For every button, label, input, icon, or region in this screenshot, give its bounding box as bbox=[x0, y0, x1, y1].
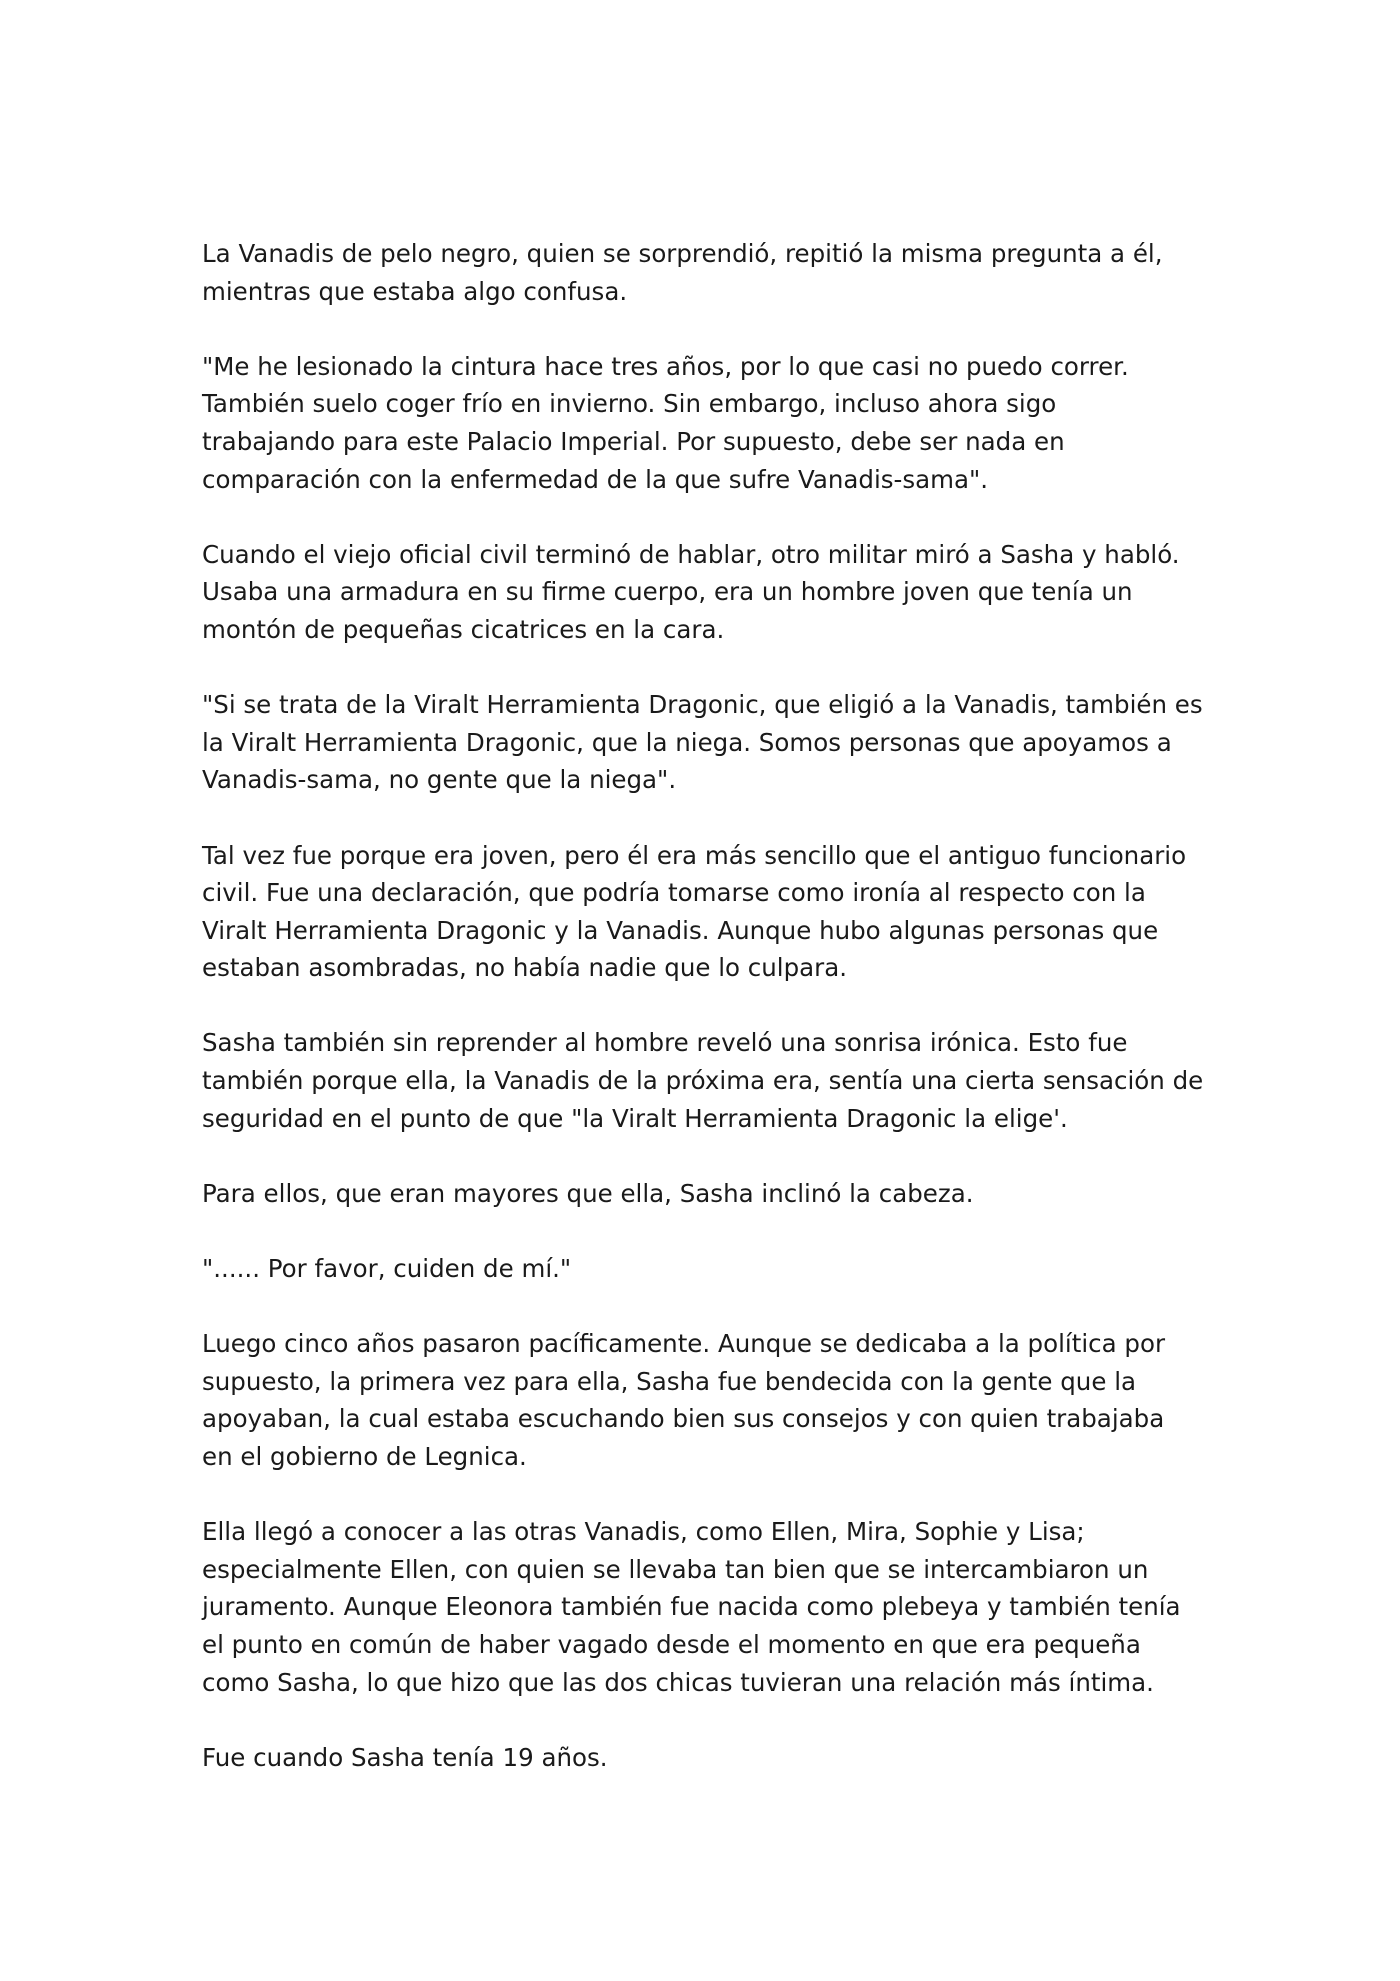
text-line: montón de pequeñas cicatrices en la cara. bbox=[202, 614, 725, 644]
text-line: "Me he lesionado la cintura hace tres años, por lo que casi no puedo correr. bbox=[202, 351, 1129, 381]
text-line: también porque ella, la Vanadis de la próxima era, sentía una cierta sensación de bbox=[202, 1066, 1204, 1096]
text-line: apoyaban, la cual estaba escuchando bien sus consejos y con quien trabajaba bbox=[202, 1404, 1165, 1434]
text-line: Para ellos, que eran mayores que ella, Sasha inclinó la cabeza. bbox=[202, 1178, 974, 1208]
document-body bbox=[202, 235, 1212, 1814]
paragraph bbox=[202, 837, 1212, 987]
paragraph bbox=[202, 686, 1212, 799]
paragraph bbox=[202, 348, 1212, 498]
paragraph bbox=[202, 235, 1212, 310]
text-line: juramento. Aunque Eleonora también fue nacida como plebeya y también tenía bbox=[202, 1592, 1181, 1622]
paragraph bbox=[202, 1325, 1212, 1475]
text-line: el punto en común de haber vagado desde el momento en que era pequeña bbox=[202, 1629, 1141, 1659]
text-line: supuesto, la primera vez para ella, Sasha fue bendecida con la gente que la bbox=[202, 1366, 1137, 1396]
text-line: Fue cuando Sasha tenía 19 años. bbox=[202, 1742, 608, 1772]
text-line: Ella llegó a conocer a las otras Vanadis, como Ellen, Mira, Sophie y Lisa; bbox=[202, 1517, 1085, 1547]
paragraph bbox=[202, 1024, 1212, 1137]
text-line: civil. Fue una declaración, que podría tomarse como ironía al respecto con la bbox=[202, 878, 1146, 908]
text-line: mientras que estaba algo confusa. bbox=[202, 276, 628, 306]
text-line: Vanadis-sama, no gente que la niega". bbox=[202, 765, 677, 795]
text-line: como Sasha, lo que hizo que las dos chicas tuvieran una relación más íntima. bbox=[202, 1667, 1154, 1697]
text-line: seguridad en el punto de que "la Viralt Herramienta Dragonic la elige'. bbox=[202, 1103, 1068, 1133]
paragraph bbox=[202, 536, 1212, 649]
paragraph bbox=[202, 1513, 1212, 1701]
text-line: comparación con la enfermedad de la que sufre Vanadis-sama". bbox=[202, 464, 989, 494]
paragraph bbox=[202, 1175, 1212, 1213]
paragraph bbox=[202, 1250, 1212, 1288]
text-line: Sasha también sin reprender al hombre reveló una sonrisa irónica. Esto fue bbox=[202, 1028, 1128, 1058]
text-line: la Viralt Herramienta Dragonic, que la niega. Somos personas que apoyamos a bbox=[202, 727, 1172, 757]
text-line: Usaba una armadura en su firme cuerpo, era un hombre joven que tenía un bbox=[202, 577, 1133, 607]
text-line: También suelo coger frío en invierno. Sin embargo, incluso ahora sigo bbox=[202, 389, 1057, 419]
text-line: estaban asombradas, no había nadie que lo culpara. bbox=[202, 953, 848, 983]
text-line: Luego cinco años pasaron pacíficamente. Aunque se dedicaba a la política por bbox=[202, 1329, 1166, 1359]
text-line: Tal vez fue porque era joven, pero él era más sencillo que el antiguo funcionario bbox=[202, 840, 1187, 870]
text-line: "Si se trata de la Viralt Herramienta Dragonic, que eligió a la Vanadis, también es bbox=[202, 690, 1203, 720]
text-line: especialmente Ellen, con quien se llevaba tan bien que se intercambiaron un bbox=[202, 1554, 1149, 1584]
text-line: en el gobierno de Legnica. bbox=[202, 1442, 527, 1471]
text-line: Viralt Herramienta Dragonic y la Vanadis. Aunque hubo algunas personas que bbox=[202, 915, 1159, 945]
text-line: La Vanadis de pelo negro, quien se sorprendió, repitió la misma pregunta a él, bbox=[202, 239, 1163, 268]
paragraph bbox=[202, 1739, 1212, 1777]
text-line: "...... Por favor, cuiden de mí." bbox=[202, 1254, 572, 1284]
text-line: Cuando el viejo oficial civil terminó de hablar, otro militar miró a Sasha y habló. bbox=[202, 539, 1180, 569]
text-line: trabajando para este Palacio Imperial. Por supuesto, debe ser nada en bbox=[202, 426, 1065, 456]
